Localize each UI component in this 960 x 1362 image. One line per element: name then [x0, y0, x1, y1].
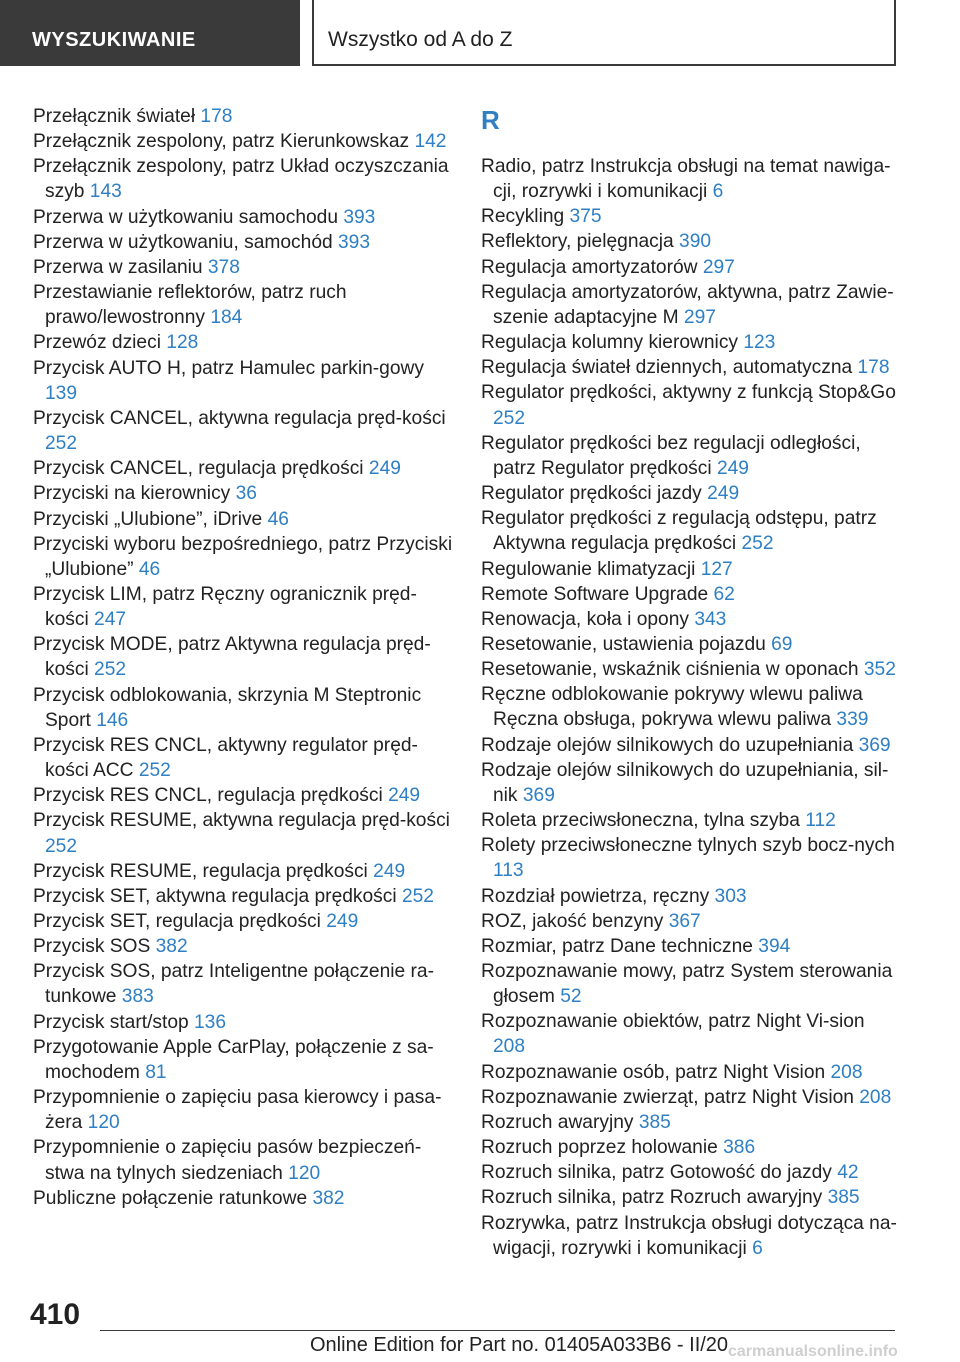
index-entry: [33, 783, 453, 808]
index-entry: [481, 1160, 901, 1185]
index-entry: [33, 859, 453, 884]
entry-term: Przycisk RES CNCL, aktywny regulator pręd-kości ACC: [33, 734, 418, 782]
entry-term: Przycisk LIM, patrz Ręczny ogranicznik pręd-kości: [33, 583, 417, 631]
entry-term: Przygotowanie Apple CarPlay, połączenie z sa-mochodem: [33, 1036, 434, 1083]
index-entry: [33, 1010, 453, 1035]
entry-page-link[interactable]: 386: [723, 1137, 756, 1159]
index-entry: [481, 380, 901, 430]
index-entry: [481, 506, 901, 556]
entry-term: Resetowanie, wskaźnik ciśnienia w oponach: [481, 659, 864, 681]
entry-term: Regulacja amortyzatorów, aktywna, patrz Zawie-szenie adaptacyjne M: [481, 281, 894, 328]
footer-divider: [100, 1330, 895, 1331]
entry-term: Rozpoznawanie osób, patrz Night Vision: [481, 1061, 831, 1083]
entry-page-link[interactable]: 393: [338, 231, 371, 253]
entry-page-link[interactable]: 142: [414, 131, 447, 153]
entry-term: Regulator prędkości, aktywny z funkcją Stop&Go: [481, 382, 896, 404]
index-entry: [481, 758, 901, 808]
entry-page-link[interactable]: 252: [45, 835, 78, 857]
entry-term: Przycisk SET, aktywna regulacja prędkości: [33, 885, 402, 907]
index-entry: [481, 1060, 901, 1085]
index-entry: [481, 909, 901, 934]
entry-term: Publiczne połączenie ratunkowe: [33, 1187, 313, 1209]
entry-page-link[interactable]: 249: [326, 911, 359, 932]
index-entry: [481, 1009, 901, 1059]
index-entry: [33, 632, 453, 682]
entry-page-link[interactable]: 208: [830, 1061, 863, 1083]
entry-page-link[interactable]: 252: [94, 659, 127, 681]
index-entry: [33, 959, 453, 1009]
entry-page-link[interactable]: 375: [569, 206, 602, 228]
index-entry: [33, 406, 453, 456]
index-entry: [481, 582, 901, 607]
entry-page-link[interactable]: 146: [96, 709, 129, 731]
entry-term: Remote Software Upgrade: [481, 583, 714, 605]
entry-page-link[interactable]: 252: [493, 407, 526, 429]
entry-page-link[interactable]: 369: [522, 784, 555, 806]
index-entry: [33, 456, 453, 481]
entry-term: Przestawianie reflektorów, patrz ruch prawo/lewostronny: [33, 282, 347, 329]
index-entry: [33, 909, 453, 934]
entry-term: Przełącznik świateł: [33, 106, 201, 127]
entry-page-link[interactable]: 390: [679, 231, 712, 253]
entry-term: Rozruch awaryjny: [481, 1111, 639, 1133]
entry-term: Regulator prędkości jazdy: [481, 483, 708, 505]
entry-term: Przyciski „Ulubione”, iDrive: [33, 508, 268, 530]
entry-term: Regulator prędkości z regulacją odstępu, patrz Aktywna regulacja prędkości: [481, 508, 877, 555]
entry-page-link[interactable]: 143: [89, 181, 122, 203]
entry-page-link[interactable]: 382: [312, 1187, 345, 1209]
section-tab: WYSZUKIWANIE: [0, 0, 300, 66]
entry-page-link[interactable]: 208: [493, 1036, 526, 1058]
entry-page-link[interactable]: 385: [638, 1111, 671, 1133]
entry-term: Przycisk SET, regulacja prędkości: [33, 911, 327, 932]
index-entry: [481, 632, 901, 657]
entry-page-link[interactable]: 112: [805, 810, 836, 832]
entry-page-link[interactable]: 81: [145, 1061, 167, 1083]
index-entry: [33, 230, 453, 255]
entry-page-link[interactable]: 136: [194, 1011, 227, 1033]
entry-term: Przerwa w użytkowaniu samochodu: [33, 206, 344, 228]
entry-term: Przycisk RESUME, aktywna regulacja pręd-kości: [33, 810, 450, 832]
entry-page-link[interactable]: 208: [859, 1086, 892, 1108]
index-entry: [33, 356, 453, 406]
index-entry: [481, 833, 901, 883]
entry-term: Przycisk RESUME, regulacja prędkości: [33, 860, 374, 882]
entry-page-link[interactable]: 249: [707, 483, 740, 505]
entry-page-link[interactable]: 247: [94, 609, 127, 631]
index-entry: [481, 733, 901, 758]
index-entry: [481, 229, 901, 254]
entry-page-link[interactable]: 378: [207, 256, 240, 278]
entry-page-link[interactable]: 252: [741, 533, 774, 555]
entry-page-link[interactable]: 393: [343, 206, 376, 228]
index-entry: [481, 330, 901, 355]
entry-page-link[interactable]: 252: [401, 885, 434, 907]
index-entry: [33, 154, 453, 204]
index-entry: [481, 557, 901, 582]
entry-term: Rolety przeciwsłoneczne tylnych szyb bocz-nych: [481, 835, 895, 857]
index-entry: [33, 205, 453, 230]
index-entry: [481, 1185, 901, 1210]
entry-page-link[interactable]: 113: [493, 860, 524, 882]
page-number: 410: [30, 1298, 81, 1331]
index-entry: [33, 255, 453, 280]
entry-page-link[interactable]: 383: [121, 986, 154, 1008]
entry-page-link[interactable]: 120: [288, 1162, 321, 1184]
index-entry: [33, 532, 453, 582]
entry-page-link[interactable]: 6: [752, 1237, 763, 1259]
entry-term: Przycisk SOS: [33, 936, 156, 958]
entry-term: Przypomnienie o zapięciu pasa kierowcy i pasa-żera: [33, 1087, 442, 1134]
entry-term: Rozmiar, patrz Dane techniczne: [481, 935, 759, 957]
index-entry: [33, 280, 453, 330]
entry-term: Rozruch silnika, patrz Gotowość do jazdy: [481, 1162, 838, 1184]
entry-page-link[interactable]: 123: [743, 332, 776, 354]
entry-term: Przycisk RES CNCL, regulacja prędkości: [33, 785, 389, 807]
index-entry: [33, 884, 453, 909]
index-entry: [481, 154, 901, 204]
page-header: [0, 0, 960, 66]
entry-page-link[interactable]: 297: [702, 256, 735, 278]
index-entry: [33, 683, 453, 733]
entry-term: Przycisk CANCEL, regulacja prędkości: [33, 458, 369, 480]
entry-term: Regulacja amortyzatorów: [481, 256, 703, 278]
index-entry: [33, 934, 453, 959]
entry-term: Przycisk start/stop: [33, 1011, 194, 1033]
entry-term: Rozrywka, patrz Instrukcja obsługi dotycząca na-wigacji, rozrywki i komunikacji: [481, 1212, 897, 1259]
index-entry: [33, 582, 453, 632]
entry-page-link[interactable]: 36: [235, 483, 257, 505]
entry-term: Przypomnienie o zapięciu pasów bezpieczeń-stwa na tylnych siedzeniach: [33, 1137, 422, 1184]
index-entry: [481, 431, 901, 481]
index-entry: [481, 959, 901, 1009]
entry-page-link[interactable]: 367: [668, 910, 701, 932]
entry-page-link[interactable]: 249: [716, 457, 749, 479]
entry-term: Reflektory, pielęgnacja: [481, 231, 680, 253]
index-entry: [33, 1186, 453, 1211]
index-entry: [481, 682, 901, 732]
entry-page-link[interactable]: 385: [827, 1187, 860, 1209]
index-entry: [481, 255, 901, 280]
entry-page-link[interactable]: 249: [373, 860, 406, 882]
entry-term: Rozruch poprzez holowanie: [481, 1137, 724, 1159]
index-entry: [481, 607, 901, 632]
entry-term: Roleta przeciwsłoneczna, tylna szyba: [481, 810, 806, 832]
index-letter-heading: R: [481, 105, 500, 135]
index-entry: [481, 934, 901, 959]
entry-term: Przełącznik zespolony, patrz Układ oczyszczania szyb: [33, 156, 449, 203]
entry-page-link[interactable]: 52: [560, 986, 582, 1008]
entry-page-link[interactable]: 339: [836, 709, 869, 731]
subsection-tab: Wszystko od A do Z: [312, 0, 896, 66]
index-entry: [33, 733, 453, 783]
entry-page-link[interactable]: 42: [837, 1162, 859, 1184]
entry-term: Resetowanie, ustawienia pojazdu: [481, 633, 772, 655]
entry-page-link[interactable]: 297: [683, 306, 716, 328]
index-entry: [481, 884, 901, 909]
index-entry: [481, 808, 901, 833]
entry-page-link[interactable]: 352: [863, 659, 896, 681]
watermark: carmanualsonline.info: [728, 1343, 898, 1360]
entry-term: Przycisk MODE, patrz Aktywna regulacja pręd-kości: [33, 634, 431, 681]
index-entry: [33, 808, 453, 858]
entry-page-link[interactable]: 69: [771, 633, 793, 655]
index-column-left: [33, 104, 453, 1211]
index-entry: [481, 280, 901, 330]
entry-page-link[interactable]: 62: [713, 583, 735, 605]
index-entries-right: [481, 154, 901, 1261]
entry-page-link[interactable]: 303: [714, 885, 747, 907]
index-entry: [33, 507, 453, 532]
entry-page-link[interactable]: 252: [45, 433, 78, 455]
entry-page-link[interactable]: 394: [758, 935, 791, 957]
index-entry: [481, 1110, 901, 1135]
entry-term: Renowacja, koła i opony: [481, 608, 695, 630]
entry-page-link[interactable]: 178: [200, 106, 233, 127]
entry-term: Przełącznik zespolony, patrz Kierunkowskaz: [33, 131, 415, 153]
entry-term: Recykling: [481, 206, 570, 228]
entry-term: Regulowanie klimatyzacji: [481, 558, 701, 580]
index-entry: [33, 129, 453, 154]
entry-term: Radio, patrz Instrukcja obsługi na temat nawiga-cji, rozrywki i komunikacji: [481, 156, 891, 203]
entry-page-link[interactable]: 249: [388, 785, 421, 807]
entry-term: Regulacja kolumny kierownicy: [481, 332, 744, 354]
entry-page-link[interactable]: 178: [857, 357, 890, 379]
entry-term: Przycisk odblokowania, skrzynia M Steptronic Sport: [33, 684, 422, 731]
index-entry: [481, 481, 901, 506]
entry-page-link[interactable]: 128: [166, 332, 199, 354]
edition-note: Online Edition for Part no. 01405A033B6 - II/20: [310, 1334, 729, 1356]
index-entry: [33, 104, 453, 129]
entry-page-link[interactable]: 120: [87, 1112, 120, 1134]
entry-page-link[interactable]: 249: [368, 458, 401, 480]
entry-page-link[interactable]: 343: [694, 608, 727, 630]
index-column-right: [481, 104, 901, 1261]
entry-term: Rozpoznawanie mowy, patrz System sterowania głosem: [481, 961, 893, 1008]
entry-term: Ręczne odblokowanie pokrywy wlewu paliwa Ręczna obsługa, pokrywa wlewu paliwa: [481, 684, 863, 731]
entry-page-link[interactable]: 6: [712, 181, 724, 203]
entry-term: Rozpoznawanie zwierząt, patrz Night Vision: [481, 1086, 860, 1108]
entry-page-link[interactable]: 139: [45, 382, 78, 404]
index-entry: [481, 1085, 901, 1110]
index-entry: [481, 355, 901, 380]
entry-page-link[interactable]: 46: [267, 508, 289, 530]
entry-term: Przycisk SOS, patrz Inteligentne połączenie ra-tunkowe: [33, 961, 434, 1008]
entry-page-link[interactable]: 46: [138, 558, 161, 580]
entry-term: Przycisk AUTO H, patrz Hamulec parkin-gowy: [33, 357, 424, 379]
entry-term: Regulacja świateł dziennych, automatyczna: [481, 357, 858, 379]
entry-page-link[interactable]: 127: [700, 558, 733, 580]
index-entry: [481, 204, 901, 229]
entry-page-link[interactable]: 184: [210, 307, 243, 329]
entry-page-link[interactable]: 369: [858, 734, 891, 756]
entry-term: Rozruch silnika, patrz Rozruch awaryjny: [481, 1187, 828, 1209]
entry-page-link[interactable]: 252: [138, 760, 171, 782]
index-entry: [481, 657, 901, 682]
index-entry: [33, 1135, 453, 1185]
index-entry: [481, 1211, 901, 1261]
index-entry: [33, 481, 453, 506]
index-entry: [33, 1085, 453, 1135]
entry-term: Przycisk CANCEL, aktywna regulacja pręd-kości: [33, 407, 446, 429]
entry-term: Rozdział powietrza, ręczny: [481, 885, 715, 907]
entry-term: Przyciski wyboru bezpośredniego, patrz Przyciski „Ulubione”: [33, 533, 453, 580]
entry-term: Przyciski na kierownicy: [33, 483, 236, 505]
entry-term: Przewóz dzieci: [33, 332, 167, 354]
index-entry: [33, 330, 453, 355]
entry-term: Rodzaje olejów silnikowych do uzupełniania, sil-nik: [481, 759, 889, 806]
entry-term: Rodzaje olejów silnikowych do uzupełniania: [481, 734, 859, 756]
index-entry: [481, 1135, 901, 1160]
entry-term: Przerwa w użytkowaniu, samochód: [33, 231, 338, 253]
entry-term: Przerwa w zasilaniu: [33, 256, 208, 278]
entry-term: Regulator prędkości bez regulacji odległości, patrz Regulator prędkości: [481, 432, 861, 479]
entry-term: Rozpoznawanie obiektów, patrz Night Vi-sion: [481, 1011, 865, 1033]
entry-term: ROZ, jakość benzyny: [481, 910, 669, 932]
index-entry: [33, 1035, 453, 1085]
entry-page-link[interactable]: 382: [155, 936, 188, 958]
